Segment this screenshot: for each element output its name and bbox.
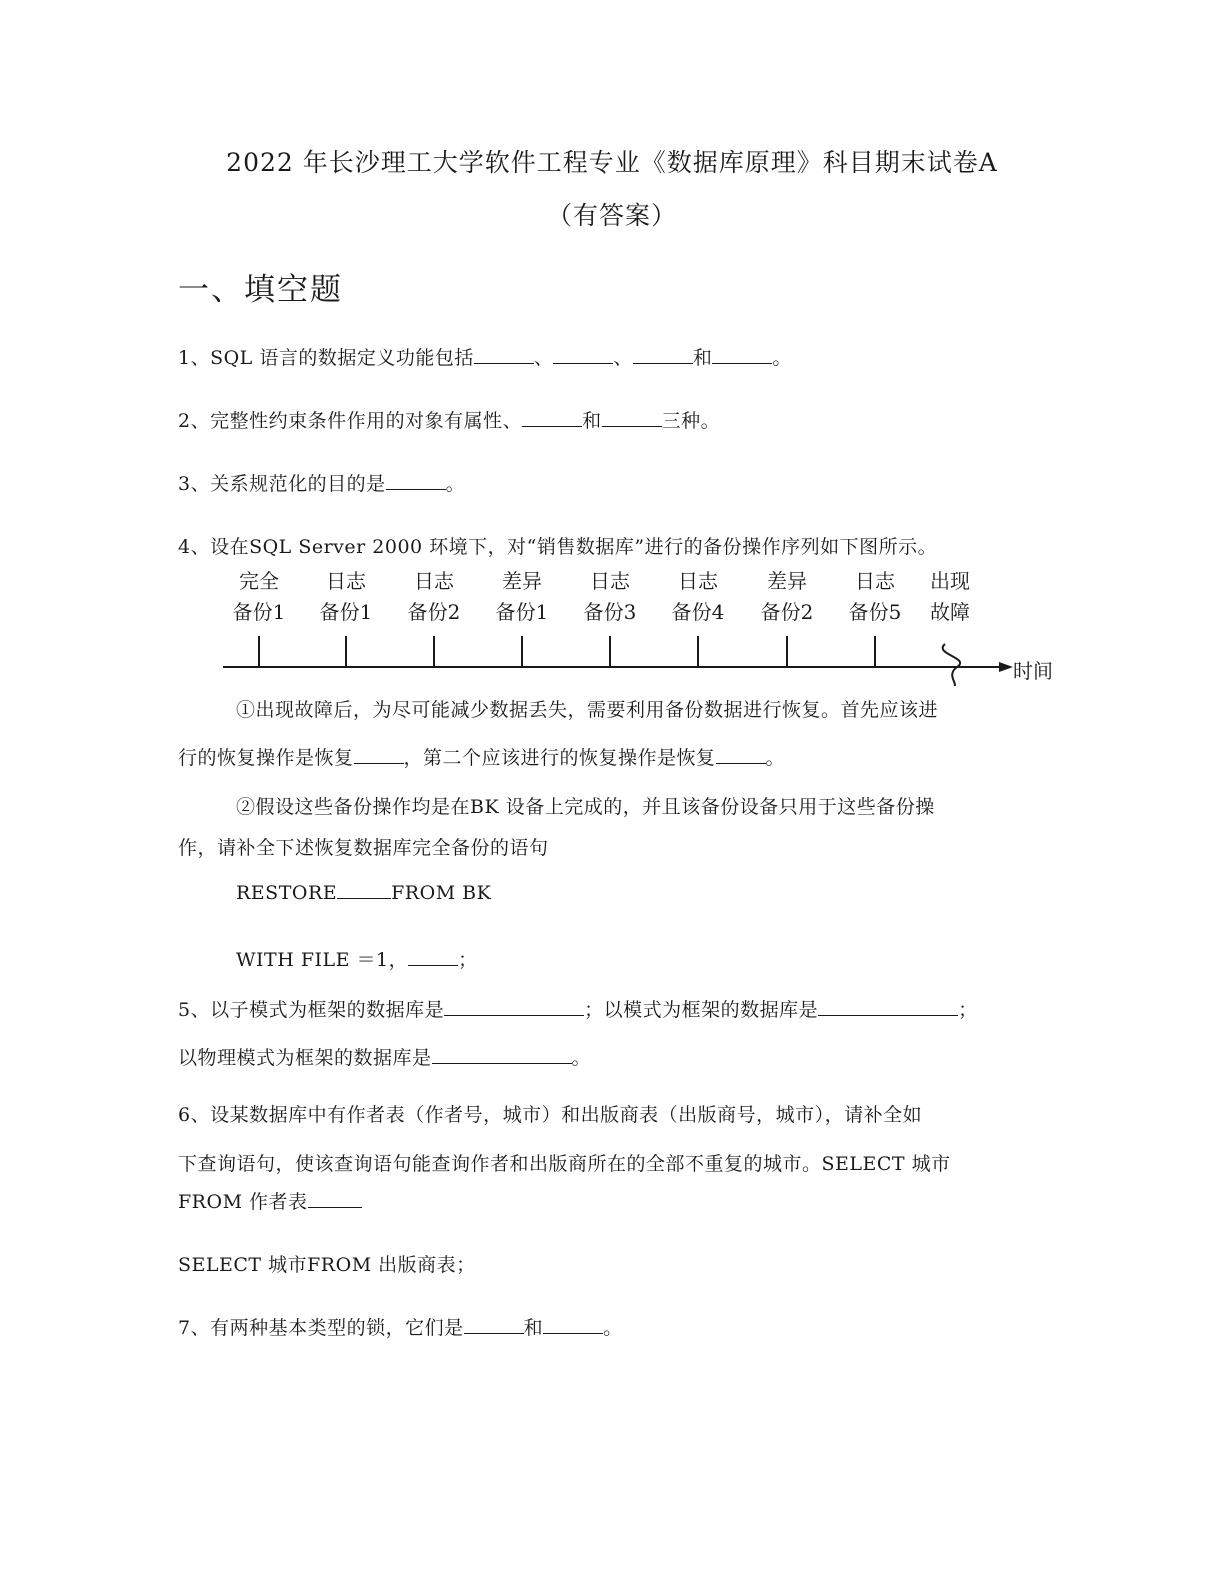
timeline-event-label bbox=[575, 566, 645, 628]
event-name: 故障 bbox=[930, 600, 970, 624]
backup-timeline-figure bbox=[215, 566, 1065, 686]
event-name: 备份2 bbox=[760, 600, 814, 624]
question-6-line4: SELECT 城市FROM 出版商表； bbox=[178, 1254, 476, 1276]
period: 。 bbox=[571, 1047, 592, 1069]
event-type: 出现 bbox=[930, 569, 970, 593]
event-name: 备份4 bbox=[671, 600, 725, 624]
question-4-text: 4、设在SQL Server 2000 环境下，对“销售数据库”进行的备份操作序列如下图所示。 bbox=[178, 536, 938, 558]
answer-blank bbox=[543, 1313, 603, 1334]
question-5-text-a: 5、以子模式为框架的数据库是 bbox=[178, 999, 445, 1021]
q4-part2-line1: ②假设这些备份操作均是在BK 设备上完成的，并且该备份设备只用于这些备份操 bbox=[236, 796, 935, 818]
answer-blank bbox=[553, 343, 613, 364]
answer-blank bbox=[408, 945, 458, 966]
event-type: 日志 bbox=[590, 569, 630, 593]
period: 。 bbox=[772, 347, 792, 369]
event-type: 差异 bbox=[502, 569, 542, 593]
restore-statement-line2 bbox=[236, 945, 478, 972]
question-1 bbox=[178, 343, 792, 370]
period: 。 bbox=[445, 473, 466, 495]
event-name: 备份1 bbox=[232, 600, 286, 624]
conjunction: 和 bbox=[692, 347, 713, 369]
separator: 、 bbox=[613, 347, 633, 369]
event-name: 备份3 bbox=[583, 600, 637, 624]
question-2 bbox=[178, 406, 720, 433]
timeline-event-label bbox=[487, 566, 557, 628]
answer-blank bbox=[386, 469, 446, 490]
question-6-line2: 下查询语句，使该查询语句能查询作者和出版商所在的全部不重复的城市。SELECT 城市 bbox=[178, 1153, 951, 1175]
with-file-clause: WITH FILE ＝1， bbox=[236, 949, 409, 971]
q4-part1-text-b: ，第二个应该进行的恢复操作是恢复 bbox=[403, 747, 716, 769]
event-type: 日志 bbox=[414, 569, 454, 593]
answer-blank bbox=[444, 995, 584, 1016]
timeline-event-label bbox=[840, 566, 910, 628]
question-5-line1 bbox=[178, 995, 978, 1022]
conjunction: 和 bbox=[523, 1317, 544, 1339]
question-1-text: 1、SQL 语言的数据定义功能包括 bbox=[178, 347, 474, 369]
answer-blank bbox=[712, 343, 772, 364]
question-2-text: 2、完整性约束条件作用的对象有属性、 bbox=[178, 410, 523, 432]
answer-blank bbox=[354, 743, 404, 764]
answer-blank bbox=[308, 1187, 362, 1208]
exam-title-line1: 2022 年长沙理工大学软件工程专业《数据库原理》科目期末试卷A bbox=[226, 148, 998, 177]
question-2-end: 三种。 bbox=[661, 410, 721, 432]
question-6-line3 bbox=[178, 1187, 362, 1214]
timeline-event-label bbox=[399, 566, 469, 628]
event-type: 日志 bbox=[855, 569, 895, 593]
q4-part1-line2 bbox=[178, 743, 785, 770]
period: 。 bbox=[765, 747, 786, 769]
timeline-event-label bbox=[663, 566, 733, 628]
event-type: 日志 bbox=[326, 569, 366, 593]
q4-part2-line2: 作，请补全下述恢复数据库完全备份的语句 bbox=[178, 837, 549, 859]
answer-blank bbox=[337, 878, 391, 899]
restore-from-clause: FROM BK bbox=[391, 881, 492, 904]
event-name: 备份2 bbox=[407, 600, 461, 624]
separator: ； bbox=[584, 999, 604, 1021]
event-name: 备份5 bbox=[848, 600, 902, 624]
answer-blank bbox=[716, 743, 766, 764]
timeline-event-label bbox=[224, 566, 294, 628]
event-name: 备份1 bbox=[495, 600, 549, 624]
conjunction: 和 bbox=[582, 410, 602, 432]
semicolon: ； bbox=[458, 949, 478, 971]
period: 。 bbox=[603, 1317, 623, 1339]
separator: 、 bbox=[533, 347, 554, 369]
separator: ； bbox=[958, 999, 978, 1021]
timeline-event-label bbox=[752, 566, 822, 628]
q4-part1-line1: ①出现故障后，为尽可能减少数据丢失，需要利用备份数据进行恢复。首先应该进 bbox=[236, 699, 939, 721]
from-author-table: FROM 作者表 bbox=[178, 1191, 308, 1213]
answer-blank bbox=[474, 343, 534, 364]
q4-part1-text-a: 行的恢复操作是恢复 bbox=[178, 747, 354, 769]
answer-blank bbox=[432, 1043, 572, 1064]
event-type: 差异 bbox=[767, 569, 807, 593]
section-heading: 一、填空题 bbox=[178, 272, 343, 308]
exam-title-line2: （有答案） bbox=[546, 201, 677, 230]
timeline-event-label bbox=[915, 566, 985, 628]
question-5-line2 bbox=[178, 1043, 591, 1070]
question-6-line1: 6、设某数据库中有作者表（作者号，城市）和出版商表（出版商号，城市），请补全如 bbox=[178, 1104, 923, 1126]
event-type: 完全 bbox=[239, 569, 279, 593]
restore-keyword: RESTORE bbox=[236, 881, 338, 904]
time-axis-label: 时间 bbox=[1013, 659, 1053, 683]
event-name: 备份1 bbox=[319, 600, 373, 624]
question-3-text: 3、关系规范化的目的是 bbox=[178, 473, 386, 495]
answer-blank bbox=[633, 343, 693, 364]
question-7 bbox=[178, 1313, 623, 1340]
restore-statement-line1 bbox=[236, 878, 491, 904]
answer-blank bbox=[602, 406, 662, 427]
answer-blank bbox=[818, 995, 958, 1016]
question-3 bbox=[178, 469, 465, 496]
answer-blank bbox=[464, 1313, 524, 1334]
event-type: 日志 bbox=[678, 569, 718, 593]
timeline-event-label bbox=[311, 566, 381, 628]
question-5-text-b: 以模式为框架的数据库是 bbox=[603, 999, 819, 1021]
question-7-text: 7、有两种基本类型的锁，它们是 bbox=[178, 1317, 464, 1339]
answer-blank bbox=[522, 406, 582, 427]
question-5-text-c: 以物理模式为框架的数据库是 bbox=[178, 1047, 432, 1069]
